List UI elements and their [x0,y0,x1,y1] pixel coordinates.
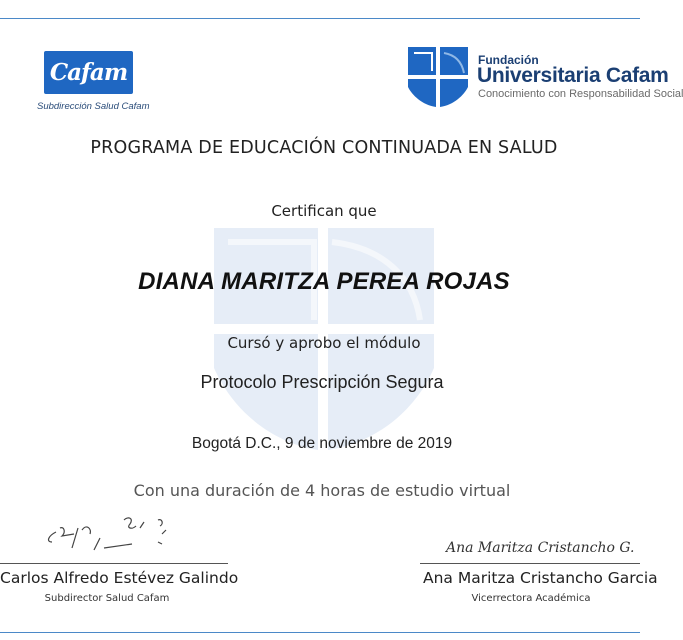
course-name: Protocolo Prescripción Segura [200,372,444,392]
fundacion-shield-logo-icon [408,47,468,107]
place-date: Bogotá D.C., 9 de noviembre de 2019 [191,435,453,452]
signer-left-title: Subdirector Salud Cafam [44,593,170,604]
fundacion-tagline: Conocimiento con Responsabilidad Social [478,88,683,100]
cafam-logo [44,51,133,94]
program-title: PROGRAMA DE EDUCACIÓN CONTINUADA EN SALUD [90,138,558,158]
duration-text: Con una duración de 4 horas de estudio virtual [133,481,511,500]
signer-right-title: Vicerrectora Académica [471,593,591,604]
frame-bottom-line [0,632,640,633]
signer-left-name: Carlos Alfredo Estévez Galindo [0,569,239,587]
fundacion-big-text: Universitaria Cafam [477,64,669,87]
cafam-subtitle: Subdirección Salud Cafam [37,101,150,112]
signature-line-left [0,563,228,564]
signature-right-icon [444,530,635,560]
certifican-text: Certifican que [271,202,377,220]
curso-text: Cursó y aprobo el módulo [227,334,421,352]
fundacion-small-text: Fundación [478,53,539,67]
signer-right-name: Ana Maritza Cristancho Garcia [423,569,658,587]
recipient-name: DIANA MARITZA PEREA ROJAS [138,268,510,295]
frame-top-line [0,18,640,19]
handwritten-signature: Ana Maritza Cristancho G. [446,540,635,556]
signature-line-right [420,563,640,564]
signature-left-icon [40,510,180,562]
cafam-wordmark: Cafam [49,59,128,86]
